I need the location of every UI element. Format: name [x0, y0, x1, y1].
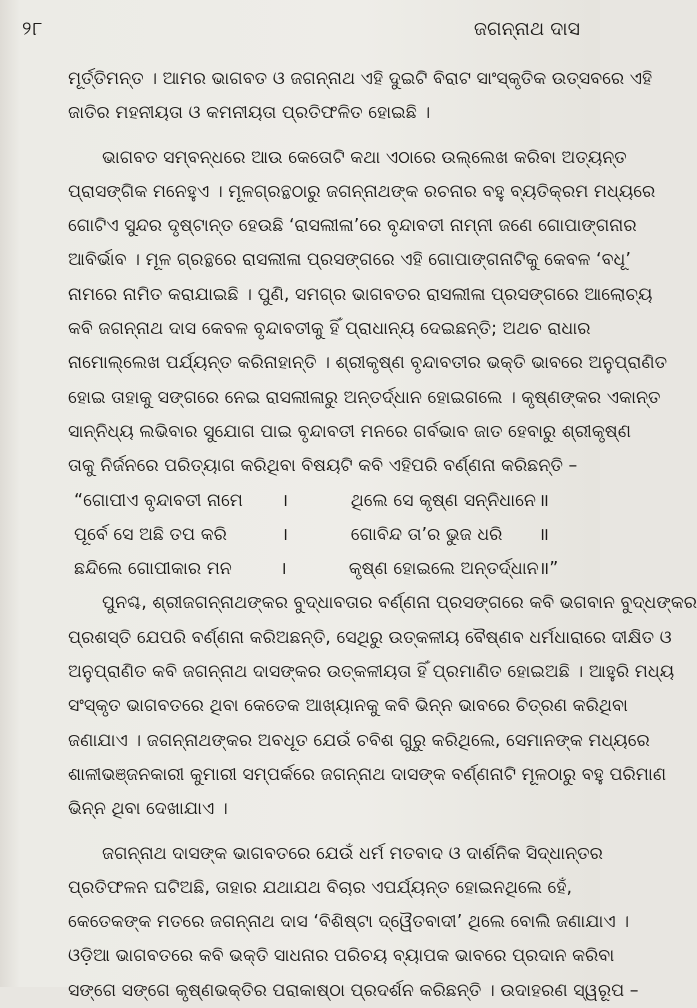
text-line: ଜଗନ୍ନାଥ ଦାସଙ୍କ ଭାଗବତରେ ଯେଉଁ ଧର୍ମ ମତବାଦ ଓ ଦାର୍ଶନିକ ସିଦ୍ଧାନ୍ତର: [102, 843, 603, 864]
text-line: ମୂର୍ତ୍ତିମନ୍ତ । ଆମର ଭାଗବତ ଓ ଜଗନ୍ନାଥ ଏହି ଦୁଇଟି ବିରାଟ ସାଂସ୍କୃତିକ ଉତ୍ସବରେ ଏହି: [68, 69, 653, 89]
verse-second-half: କୃଷ୍ଣ ହୋଇଲେ ଅନ୍ତର୍ଦ୍ଧାନ: [348, 559, 539, 580]
verse-line: [74, 484, 578, 518]
text-line: ପ୍ରାସଙ୍ଗିକ ମନେହୁଏ । ମୂଳଗ୍ରନ୍ଥଠାରୁ ଜଗନ୍ନାଥଙ୍କ ରଚନାର ବହୁ ବ୍ୟତିକ୍ରମ ମଧ୍ୟରେ: [68, 181, 656, 202]
verse-first-half: “ଗୋପୀଏ ବୃନ୍ଦାବତୀ ନାମେ: [74, 490, 243, 511]
verse-block: [74, 484, 578, 587]
verse-end-mark: ॥”: [538, 559, 559, 580]
verse-end-mark: ॥: [538, 524, 549, 545]
text-line: ଭିନ୍ନ ଥିବା ଦେଖାଯାଏ ।: [68, 799, 228, 820]
text-line: ନାମରେ ନାମିତ କରାଯାଇଛି । ପୁଣି, ସମଗ୍ର ଭାଗବତର ରାସଲୀଳା ପ୍ରସଙ୍ଗରେ ଆଲୋଚ୍ୟ: [68, 284, 653, 305]
text-line: ସଙ୍ଗେ ସଙ୍ଗେ କୃଷ୍ଣଭକ୍ତିର ପରାକାଷ୍ଠା ପ୍ରଦର୍ଶନ କରିଛନ୍ତି । ଉଦାହରଣ ସ୍ୱରୂପ –: [68, 980, 639, 1001]
verse-separator: ।: [281, 524, 289, 545]
paragraph: [68, 141, 668, 484]
paragraph: [68, 586, 697, 826]
text-line: ଆବିର୍ଭାବ । ମୂଳ ଗ୍ରନ୍ଥରେ ରାସଲୀଳା ପ୍ରସଙ୍ଗରେ ଏହି ଗୋପାଙ୍ଗନାଟିକୁ କେବଳ ‘ବଧୂ’: [68, 250, 631, 271]
text-line: ପ୍ରଶସ୍ତି ଯେପରି ବର୍ଣ୍ଣନା କରିଅଛନ୍ତି, ସେଥିରୁ ଉତ୍କଳୀୟ ବୈଷ୍ଣବ ଧର୍ମଧାରାରେ ଦୀକ୍ଷିତ ଓ: [68, 627, 672, 648]
verse-second-half: ଥିଲେ ସେ କୃଷ୍ଣ ସନ୍ନିଧାନେ: [350, 490, 536, 511]
page-header: [22, 18, 580, 44]
text-line: ଗୋଟିଏ ସୁନ୍ଦର ଦୃଷ୍ଟାନ୍ତ ହେଉଛି ‘ରାସଲୀଳା’ରେ ବୃନ୍ଦାବତୀ ନାମ୍ନୀ ଜଣେ ଗୋପାଙ୍ଗନାର: [68, 216, 637, 237]
verse-line: [74, 518, 578, 552]
text-line: ନାମୋଲ୍ଲେଖ ପର୍ଯ୍ୟନ୍ତ କରିନାହାନ୍ତି । ଶ୍ରୀକୃଷ୍ଣ ବୃନ୍ଦାବତୀର ଭକ୍ତି ଭାବରେ ଅନୁପ୍ରାଣିତ: [68, 353, 668, 374]
verse-separator: ।: [281, 490, 289, 511]
paragraph: [68, 62, 653, 131]
text-line: ହୋଇ ତାହାକୁ ସଙ୍ଗରେ ନେଇ ରାସଲୀଳାରୁ ଅନ୍ତର୍ଦ୍ଧାନ ହୋଇଗଲେ । କୃଷ୍ଣଙ୍କର ଏକାନ୍ତ: [68, 387, 661, 408]
verse-second-half: ଗୋବିନ୍ଦ ତା’ର ଭୁଜ ଧରି: [350, 524, 503, 545]
running-head: ଜଗନ୍ନାଥ ଦାସ: [473, 18, 580, 40]
verse-first-half: ପୂର୍ବେ ସେ ଅଛି ତପ କରି: [74, 524, 227, 545]
text-line: ଅନୁପ୍ରାଣିତ କବି ଜଗନ୍ନାଥ ଦାସଙ୍କର ଉତ୍କଳୀୟତା ହିଁ ପ୍ରମାଣିତ ହୋଇଅଛି । ଆହୁରି ମଧ୍ୟ: [68, 662, 675, 683]
text-line: ସାନ୍ନିଧ୍ୟ ଲଭିବାର ସୁଯୋଗ ପାଇ ବୃନ୍ଦାବତୀ ମନରେ ଗର୍ବଭାବ ଜାତ ହେବାରୁ ଶ୍ରୀକୃଷ୍ଣ: [68, 421, 631, 442]
page-number: ୨୮: [22, 18, 44, 40]
text-line: ତାକୁ ନିର୍ଜନରେ ପରିତ୍ୟାଗ କରିଥିବା ବିଷୟଟି କବି ଏହିପରି ବର୍ଣ୍ଣନା କରିଛନ୍ତି –: [68, 456, 578, 477]
text-line: ପ୍ରତିଫଳନ ଘଟିଅଛି, ତାହାର ଯଥାଯଥ ବିଚାର ଏପର୍ଯ୍ୟନ୍ତ ହୋଇନଥିଲେ ହେଁ,: [68, 877, 573, 898]
text-line: ଭାଗବତ ସମ୍ବନ୍ଧରେ ଆଉ କେତୋଟି କଥା ଏଠାରେ ଉଲ୍ଲେଖ କରିବା ଅତ୍ୟନ୍ତ: [102, 147, 627, 168]
text-line: ଶାଳୀଭଞ୍ଜନକାରୀ କୁମାରୀ ସମ୍ପର୍କରେ ଜଗନ୍ନାଥ ଦାସଙ୍କ ବର୍ଣ୍ଣନାଟି ମୂଳଠାରୁ ବହୁ ପରିମାଣ: [68, 764, 667, 785]
paragraph: [68, 837, 639, 1008]
text-line: ସଂସ୍କୃତ ଭାଗବତରେ ଥିବା କେତେକ ଆଖ୍ୟାନକୁ କବି ଭିନ୍ନ ଭାବରେ ଚିତ୍ରଣ କରିଥିବା: [68, 696, 628, 717]
text-line: ଜାତିର ମହନୀୟତା ଓ କମନୀୟତା ପ୍ରତିଫଳିତ ହୋଇଛି ।: [68, 103, 431, 124]
page-body: [68, 62, 697, 1008]
text-line: କବି ଜଗନ୍ନାଥ ଦାସ କେବଳ ବୃନ୍ଦାବତୀକୁ ହିଁ ପ୍ରାଧାନ୍ୟ ଦେଇଛନ୍ତି; ଅଥଚ ରାଧାର: [68, 319, 591, 340]
text-line: ଓଡ଼ିଆ ଭାଗବତରେ କବି ଭକ୍ତି ସାଧନାର ପରିଚୟ ବ୍ୟାପକ ଭାବରେ ପ୍ରଦାନ କରିବା: [68, 946, 615, 967]
verse-first-half: ଛନ୍ଦିଲେ ଗୋପୀକାର ମନ: [74, 559, 232, 580]
verse-line: [74, 552, 578, 586]
verse-separator: ।: [280, 559, 287, 580]
text-line: ପୁନଶ୍ଚ, ଶ୍ରୀଜଗନ୍ନାଥଙ୍କର ବୁଦ୍ଧାବତାର ବର୍ଣ୍ଣନା ପ୍ରସଙ୍ଗରେ କବି ଭଗବାନ ବୁଦ୍ଧଙ୍କର: [102, 593, 697, 614]
text-line: କେତେକଙ୍କ ମତରେ ଜଗନ୍ନାଥ ଦାସ ‘ବିଶିଷ୍ଟା ଦ୍ୱୈତବାଦୀ’ ଥିଲେ ବୋଲି ଜଣାଯାଏ ।: [68, 912, 630, 933]
verse-end-mark: ॥: [538, 490, 549, 511]
text-line: ଜଣାଯାଏ । ଜଗନ୍ନାଥଙ୍କର ଅବଧୂତ ଯେଉଁ ଚବିଶ ଗୁରୁ କରିଥିଲେ, ସେମାନଙ୍କ ମଧ୍ୟରେ: [68, 730, 650, 751]
